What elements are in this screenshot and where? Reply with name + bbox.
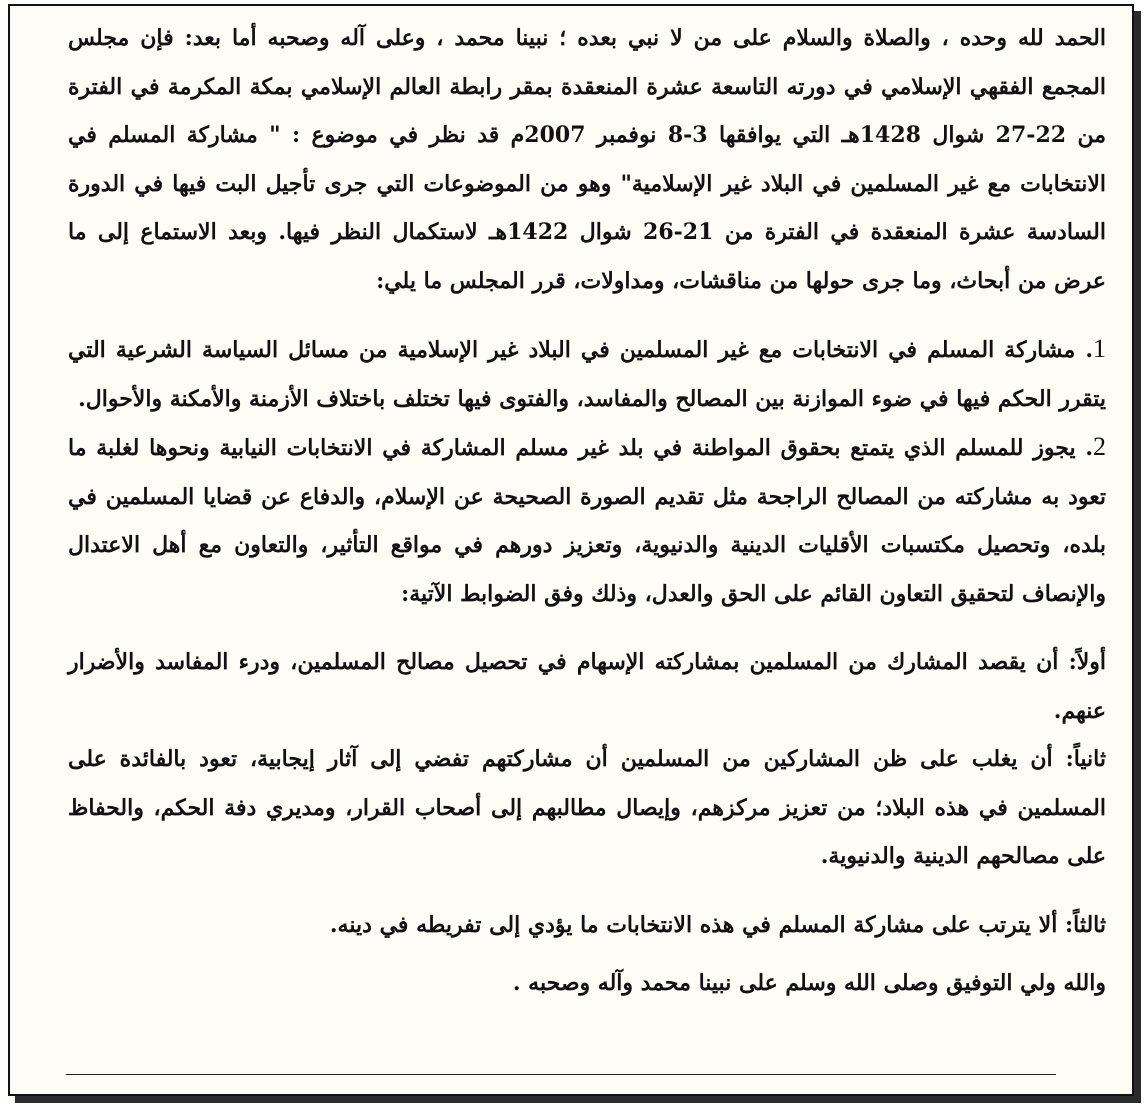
closing-line: والله ولي التوفيق وصلى الله وسلم على نبينا محمد وآله وصحبه . [512,970,1106,996]
spacer [68,305,1106,325]
point-2-number: 2 [1093,432,1106,461]
document-frame [8,4,1134,1096]
point-2-text: . يجوز للمسلم الذي يتمتع بحقوق المواطنة في بلد غير مسلم المشاركة في الانتخابات النيابية ونحوها لغلبة ما تعود به مشاركته من المصالح الراجحة مثل تقديم الصورة الصحيحة عن الإسلام، والدفاع عن قضايا المسلمين في بلده، وتحصيل مكتسبات الأقليات الدينية والدنيوية، وتعزيز دورهم في مواقع التأثير، والتعاون مع أهل الاعتدال والإنصاف لتحقيق التعاون القائم على الحق والعدل، وذلك وفق الضوابط الآتية: [68,435,1106,607]
bottom-divider [66,1074,1056,1075]
condition-second: ثانياً: أن يغلب على ظن المشاركين من المسلمين أن مشاركتهم تفضي إلى آثار إيجابية، تعود بالفائدة على المسلمين في هذه البلاد؛ من تعزيز مركزهم، وإيصال مطالبهم إلى أصحاب القرار، ومديري دفة الحكم، والحفاظ على مصالحهم الدينية والدنيوية. [68,746,1106,869]
spacer [68,618,1106,638]
spacer [68,949,1106,959]
intro-paragraph: الحمد لله وحده ، والصلاة والسلام على من لا نبي بعده ؛ نبينا محمد ، وعلى آله وصحبه أما بعد: فإن مجلس المجمع الفقهي الإسلامي في دورته التاسعة عشرة المنعقدة بمقر رابطة العالم الإسلامي بمكة المكرمة في الفترة من 22-27 شوال 1428هـ التي يوافقها 3-8 نوفمبر 2007م قد نظر في موضوع : " مشاركة المسلم في الانتخابات مع غير المسلمين في البلاد غير الإسلامية" وهو من الموضوعات التي جرى تأجيل البت فيها في الدورة السادسة عشرة المنعقدة في الفترة من 21-26 شوال 1422هـ لاستكمال النظر فيها. وبعد الاستماع إلى ما عرض من أبحاث، وما جرى حولها من مناقشات، ومداولات، قرر المجلس ما يلي: [68,25,1106,294]
condition-first: أولاً: أن يقصد المشارك من المسلمين بمشاركته الإسهام في تحصيل مصالح المسلمين، ودرء المفاسد والأضرار عنهم. [68,649,1106,724]
point-1-number: 1 [1093,334,1106,363]
resolution-point-1 [68,325,1106,423]
condition-third: ثالثاً: ألا يترتب على مشاركة المسلم في هذه الانتخابات ما يؤدي إلى تفريطه في دينه. [329,911,1106,938]
document-body [68,14,1106,1008]
point-1-text: . مشاركة المسلم في الانتخابات مع غير المسلمين في البلاد غير الإسلامية من مسائل السياسة الشرعية التي يتقرر الحكم فيها في ضوء الموازنة بين المصالح والمفاسد، والفتوى فيها تختلف باختلاف الأزمنة والأمكنة والأحوال. [68,337,1106,412]
spacer [68,881,1106,901]
resolution-point-2 [68,423,1106,618]
